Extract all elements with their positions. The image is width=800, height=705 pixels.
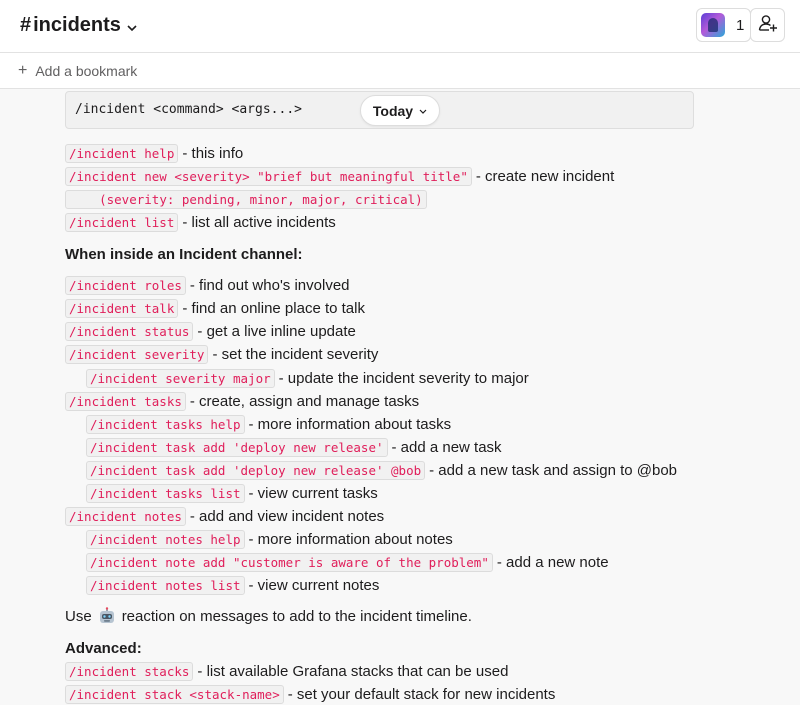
add-bookmark-label: Add a bookmark (35, 63, 138, 79)
command-description: - set your default stack for new incidents (287, 685, 556, 703)
task-add-bob-line (86, 460, 677, 480)
command-description: - set the incident severity (212, 345, 379, 363)
command-description: - add a new note (496, 553, 609, 571)
command-description: - more information about tasks (248, 415, 452, 433)
command-description: - update the incident severity to major (278, 369, 529, 387)
tasks-list-line (86, 483, 378, 503)
roles-line (65, 275, 350, 295)
command-code: /incident talk (65, 299, 178, 318)
command-code: /incident notes help (86, 530, 245, 549)
note-add-line (86, 552, 609, 572)
channel-hash: # (20, 14, 32, 36)
command-code: /incident notes (65, 507, 186, 526)
command-code: /incident new <severity> "brief but meaningful title" (65, 167, 472, 186)
command-description: - this info (182, 144, 244, 162)
advanced-heading: Advanced: (65, 639, 142, 657)
command-code: /incident tasks help (86, 415, 245, 434)
command-code: /incident stack <stack-name> (65, 685, 284, 704)
date-divider-button[interactable] (360, 95, 440, 126)
command-code: /incident notes list (86, 576, 245, 595)
command-code: /incident severity (65, 345, 208, 364)
channel-header (0, 0, 800, 53)
member-count: 1 (736, 16, 745, 34)
command-description: - create, assign and manage tasks (189, 392, 420, 410)
new-line (65, 166, 614, 186)
avatar (701, 13, 725, 37)
robot-face-emoji-icon (98, 607, 116, 625)
tasks-line (65, 391, 419, 411)
reaction-suffix: reaction on messages to add to the incident timeline. (121, 607, 472, 625)
command-description: - add and view incident notes (189, 507, 385, 525)
add-bookmark-button[interactable] (18, 62, 137, 80)
talk-line (65, 298, 365, 318)
command-code: /incident status (65, 322, 193, 341)
severity-line (65, 344, 378, 364)
usage-codeblock: /incident <command> <args...> (65, 91, 694, 129)
status-line (65, 321, 356, 341)
date-label: Today (372, 102, 414, 119)
reaction-hint-line (65, 606, 472, 626)
command-code: /incident note add "customer is aware of the problem" (86, 553, 493, 572)
notes-line (65, 506, 384, 526)
channel-name: incidents (33, 14, 121, 36)
command-description: - list available Grafana stacks that can be used (197, 662, 509, 680)
section-heading: When inside an Incident channel: (65, 245, 303, 263)
help-line (65, 143, 243, 163)
add-person-icon (758, 13, 778, 38)
command-description: - list all active incidents (182, 213, 336, 231)
notes-list-line (86, 575, 379, 595)
command-code: /incident help (65, 144, 178, 163)
list-line (65, 212, 336, 232)
command-code: /incident task add 'deploy new release' @bob (86, 461, 425, 480)
command-description: - view current notes (248, 576, 380, 594)
command-code: /incident stacks (65, 662, 193, 681)
command-description: - create new incident (475, 167, 615, 185)
command-description: - add a new task (391, 438, 502, 456)
stacks-line (65, 661, 508, 681)
command-code: /incident list (65, 213, 178, 232)
reaction-prefix: Use (65, 607, 92, 625)
command-code: /incident roles (65, 276, 186, 295)
command-description: - get a live inline update (197, 322, 356, 340)
severity-hint-text: (severity: pending, minor, major, critical) (99, 191, 423, 207)
command-code: /incident task add 'deploy new release' (86, 438, 388, 457)
add-member-button[interactable] (750, 8, 785, 42)
command-description: - find an online place to talk (182, 299, 365, 317)
command-code: /incident tasks list (86, 484, 245, 503)
command-description: - add a new task and assign to @bob (429, 461, 678, 479)
task-add-line (86, 437, 502, 457)
chevron-down-icon (419, 106, 427, 116)
command-description: - find out who's involved (189, 276, 350, 294)
command-description: - more information about notes (248, 530, 453, 548)
bookmarks-bar (0, 53, 800, 89)
severity-major-line (86, 368, 529, 388)
channel-name-button[interactable] (20, 13, 137, 38)
members-button[interactable] (696, 8, 751, 42)
notes-help-line (86, 529, 453, 549)
command-code: /incident severity major (86, 369, 275, 388)
plus-icon: + (18, 62, 28, 79)
command-code: /incident tasks (65, 392, 186, 411)
severity-hint-code (65, 190, 427, 209)
severity-hint-line (65, 189, 431, 209)
chevron-down-icon (127, 15, 137, 38)
stack-line (65, 684, 555, 704)
tasks-help-line (86, 414, 451, 434)
command-description: - view current tasks (248, 484, 378, 502)
